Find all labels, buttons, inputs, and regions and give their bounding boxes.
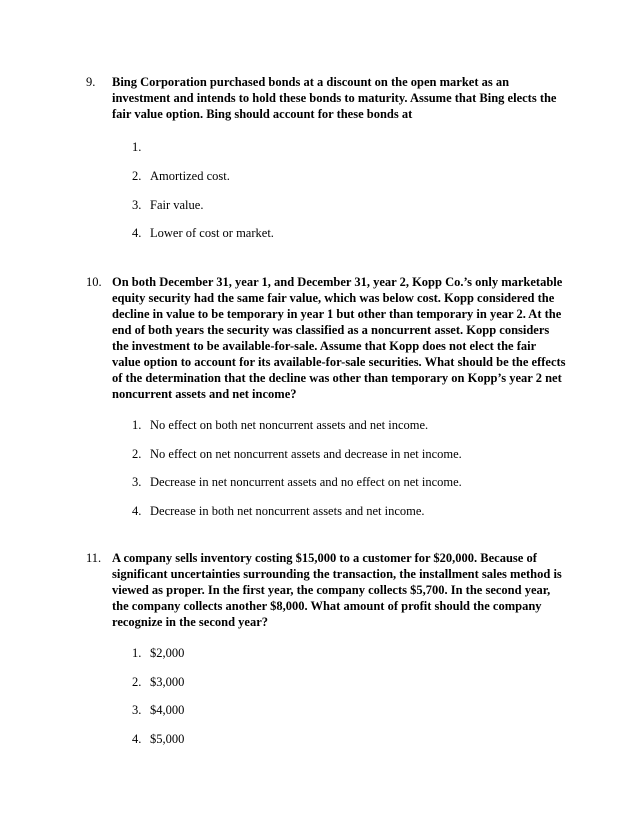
answer-option-2: 2. Amortized cost. [132, 169, 230, 183]
answer-option-2: 2. No effect on net noncurrent assets and decrease in net income. [132, 447, 462, 461]
question-stem: Bing Corporation purchased bonds at a discount on the open market as an investment and intends to hold these bonds to maturity. Assume that Bing elects the fair value option. Bing should account for these bonds at [112, 75, 557, 121]
question-11 [86, 550, 566, 746]
answer-option-2: 2. $3,000 [132, 675, 185, 689]
question-stem: On both December 31, year 1, and December 31, year 2, Kopp Co.’s only marketable equity security had the same fair value, which was below cost. Kopp considered the decline in value to be temporary in year 1 but other than temporary in year 2. At the end of both years the security was classified as a noncurrent asset. Kopp considers the investment to be available-for-sale. Assume that Kopp does not elect the fair value option to account for its available-for-sale securities. What should be the effects of the determination that the decline was other than temporary on Kopp’s year 2 net noncurrent assets and net income? [112, 275, 566, 401]
answer-option-1: 1. $2,000 [132, 646, 185, 660]
question-number: 11. [86, 551, 102, 565]
question-number: 9. [86, 75, 96, 89]
question-9 [86, 74, 566, 240]
question-stem: A company sells inventory costing $15,000 to a customer for $20,000. Because of significant uncertainties surrounding the transaction, the installment sales method is viewed as proper. In the first year, the company collects $5,700. In the second year, the company collects another $8,000. What amount of profit should the company recognize in the second year? [112, 551, 562, 629]
answer-option-3: 3. Fair value. [132, 198, 204, 212]
answer-option-4: 4. Decrease in both net noncurrent assets and net income. [132, 504, 425, 518]
question-10 [86, 274, 566, 518]
answer-option-4: 4. Lower of cost or market. [132, 226, 274, 240]
answer-option-1: 1. No effect on both net noncurrent assets and net income. [132, 418, 429, 432]
answer-option-3: 3. Decrease in net noncurrent assets and no effect on net income. [132, 475, 462, 489]
question-number: 10. [86, 275, 102, 289]
answer-option-4: 4. $5,000 [132, 732, 185, 746]
answer-option-1: 1. [132, 140, 142, 154]
answer-option-3: 3. $4,000 [132, 703, 185, 717]
